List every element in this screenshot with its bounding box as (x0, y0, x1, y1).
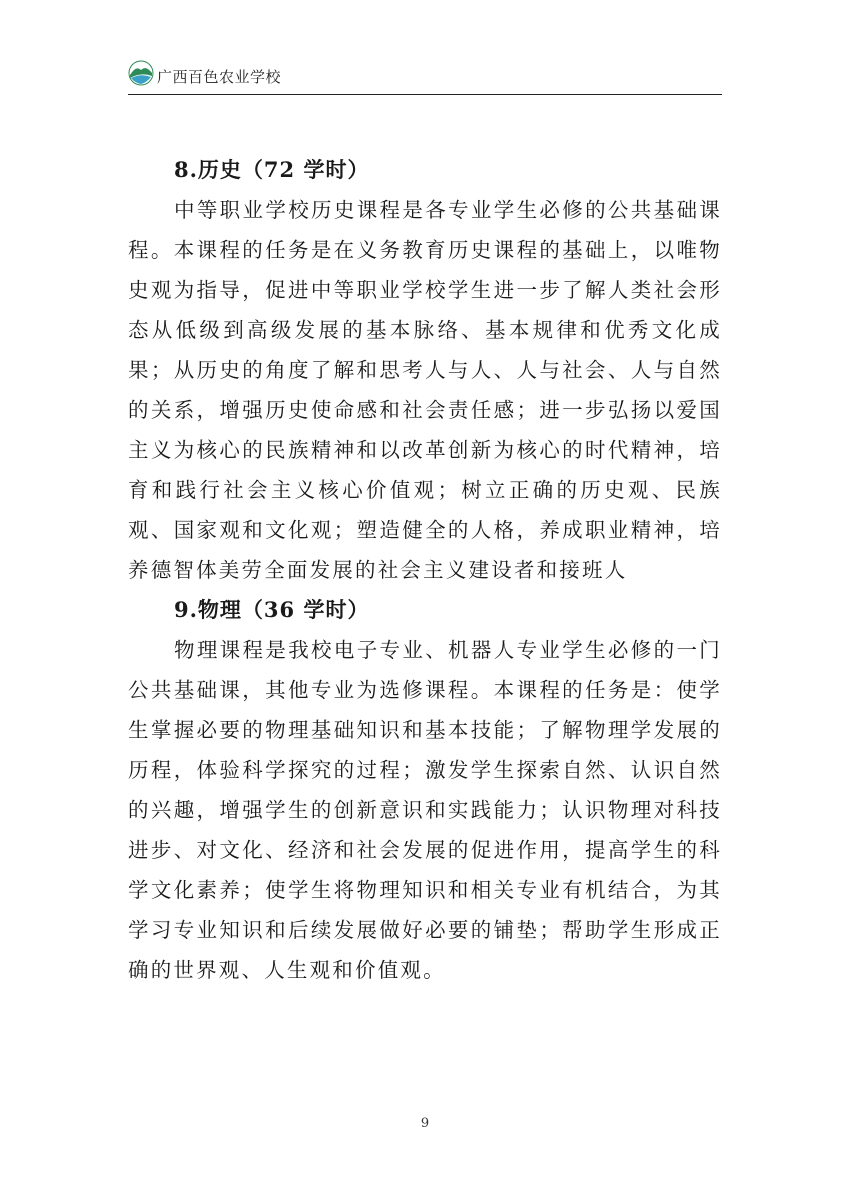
document-body (128, 150, 722, 990)
school-logo-icon (128, 60, 154, 86)
section-body-physics: 物理课程是我校电子专业、机器人专业学生必修的一门公共基础课，其他专业为选修课程。本课程的任务是：使学生掌握必要的物理基础知识和基本技能；了解物理学发展的历程，体验科学探究的过程；激发学生探索自然、认识自然的兴趣，增强学生的创新意识和实践能力；认识物理对科技进步、对文化、经济和社会发展的促进作用，提高学生的科学文化素养；使学生将物理知识和相关专业有机结合，为其学习专业知识和后续发展做好必要的铺垫；帮助学生形成正确的世界观、人生观和价值观。 (128, 638, 722, 982)
school-name: 广西百色农业学校 (157, 68, 282, 86)
page-header (128, 58, 722, 95)
section-body-history: 中等职业学校历史课程是各专业学生必修的公共基础课程。本课程的任务是在义务教育历史课程的基础上，以唯物史观为指导，促进中等职业学校学生进一步了解人类社会形态从低级到高级发展的基本脉络、基本规律和优秀文化成果；从历史的角度了解和思考人与人、人与社会、人与自然的关系，增强历史使命感和社会责任感；进一步弘扬以爱国主义为核心的民族精神和以改革创新为核心的时代精神，培育和践行社会主义核心价值观；树立正确的历史观、民族观、国家观和文化观；塑造健全的人格，养成职业精神，培养德智体美劳全面发展的社会主义建设者和接班人 (128, 198, 722, 582)
section-title-physics: 9.物理（36 学时） (174, 597, 370, 622)
section-title-history: 8.历史（72 学时） (174, 157, 370, 182)
page-number: 9 (420, 1116, 430, 1131)
